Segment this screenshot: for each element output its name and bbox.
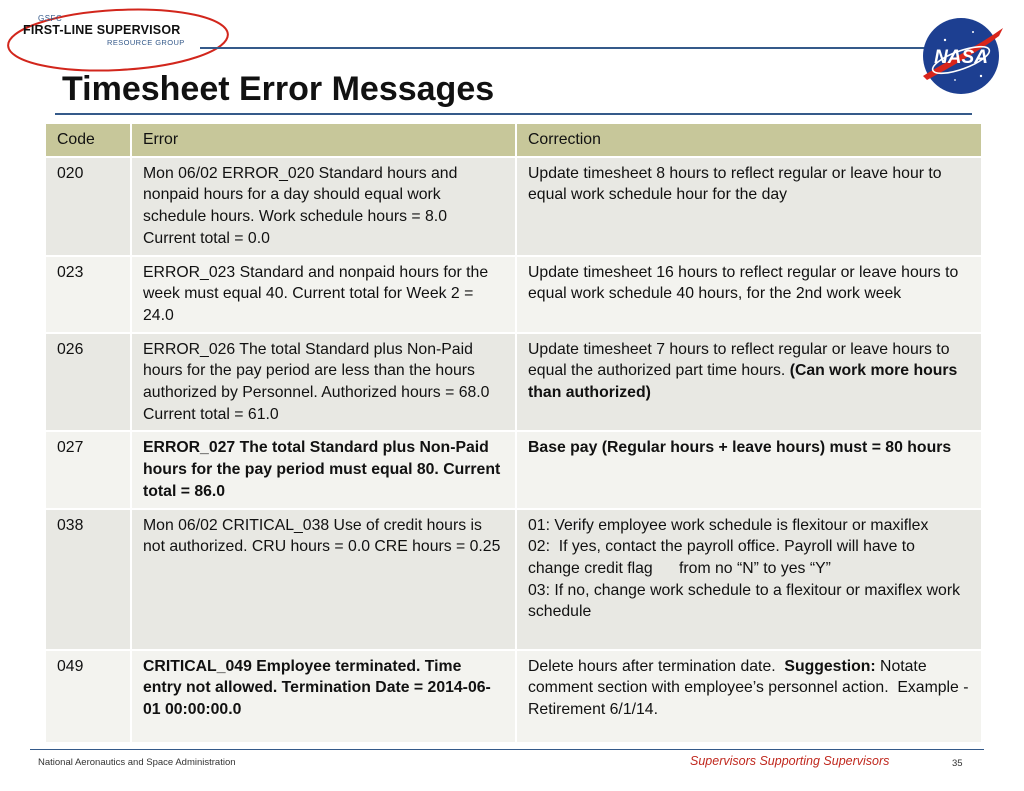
footer-tagline: Supervisors Supporting Supervisors	[690, 754, 890, 768]
correction-cell: Update timesheet 8 hours to reflect regular or leave hour to equal work schedule hour for the day	[516, 157, 982, 256]
correction-cell	[516, 333, 982, 432]
nasa-logo	[915, 10, 1007, 100]
code-cell: 020	[46, 157, 131, 256]
code-cell: 027	[46, 431, 131, 508]
nasa-logo-text: NASA	[934, 47, 988, 68]
correction-step: 01: Verify employee work schedule is flexitour or maxiflex	[528, 516, 929, 534]
header-divider	[200, 47, 972, 49]
table-row	[46, 333, 982, 432]
table-row	[46, 157, 982, 256]
error-cell: Mon 06/02 CRITICAL_038 Use of credit hours is not authorized. CRU hours = 0.0 CRE hours = 0.25	[131, 509, 516, 650]
title-divider	[55, 113, 972, 115]
column-header-code: Code	[46, 124, 131, 157]
code-cell: 049	[46, 650, 131, 743]
code-cell: 023	[46, 256, 131, 333]
column-header-error: Error	[131, 124, 516, 157]
page-title: Timesheet Error Messages	[62, 70, 495, 108]
correction-cell	[516, 650, 982, 743]
error-cell: CRITICAL_049 Employee terminated. Time entry not allowed. Termination Date = 2014-06-01 00:00:00.0	[131, 650, 516, 743]
error-cell: Mon 06/02 ERROR_020 Standard hours and nonpaid hours for a day should equal work schedule hours. Work schedule hours = 8.0 Current total = 0.0	[131, 157, 516, 256]
correction-bold-text: Suggestion:	[784, 657, 876, 675]
correction-cell: Update timesheet 16 hours to reflect regular or leave hours to equal work schedule 40 hours, for the 2nd work week	[516, 256, 982, 333]
correction-text: Update timesheet 7 hours to reflect regular or leave hours to equal the authorized part time hours.	[528, 340, 950, 380]
correction-after-text: Notate comment section with employee’s personnel action. Example - Retirement 6/1/14.	[528, 657, 973, 718]
logo-sub-text: RESOURCE GROUP	[107, 38, 185, 47]
page-number: 35	[952, 758, 963, 769]
correction-step: 02: If yes, contact the payroll office. Payroll will have to change credit flag from no “N” to yes “Y”	[528, 538, 920, 577]
footer-divider	[30, 749, 984, 750]
table-header-row	[46, 124, 982, 157]
correction-bold-text: (Can work more hours than authorized)	[528, 362, 958, 402]
correction-text: Delete hours after termination date.	[528, 657, 785, 675]
error-cell: ERROR_027 The total Standard plus Non-Paid hours for the pay period must equal 80. Current total = 86.0	[131, 431, 516, 508]
correction-cell	[516, 509, 982, 650]
table-row	[46, 431, 982, 508]
table-row	[46, 256, 982, 333]
logo-gsfc-text: GSFC	[38, 14, 63, 23]
error-cell: ERROR_026 The total Standard plus Non-Paid hours for the pay period are less than the hours authorized by Personnel. Authorized hours = 68.0 Current total = 61.0	[131, 333, 516, 432]
code-cell: 026	[46, 333, 131, 432]
code-cell: 038	[46, 509, 131, 650]
column-header-correction: Correction	[516, 124, 982, 157]
table-row	[46, 650, 982, 743]
correction-step: 03: If no, change work schedule to a flexitour or maxiflex work schedule	[528, 581, 960, 621]
footer-agency: National Aeronautics and Space Administration	[38, 757, 236, 768]
logo-main-text: FIRST-LINE SUPERVISOR	[23, 23, 181, 37]
error-cell: ERROR_023 Standard and nonpaid hours for the week must equal 40. Current total for Week 2 = 24.0	[131, 256, 516, 333]
correction-cell: Base pay (Regular hours + leave hours) must = 80 hours	[516, 431, 982, 508]
table-row	[46, 509, 982, 650]
error-messages-table	[46, 124, 982, 744]
